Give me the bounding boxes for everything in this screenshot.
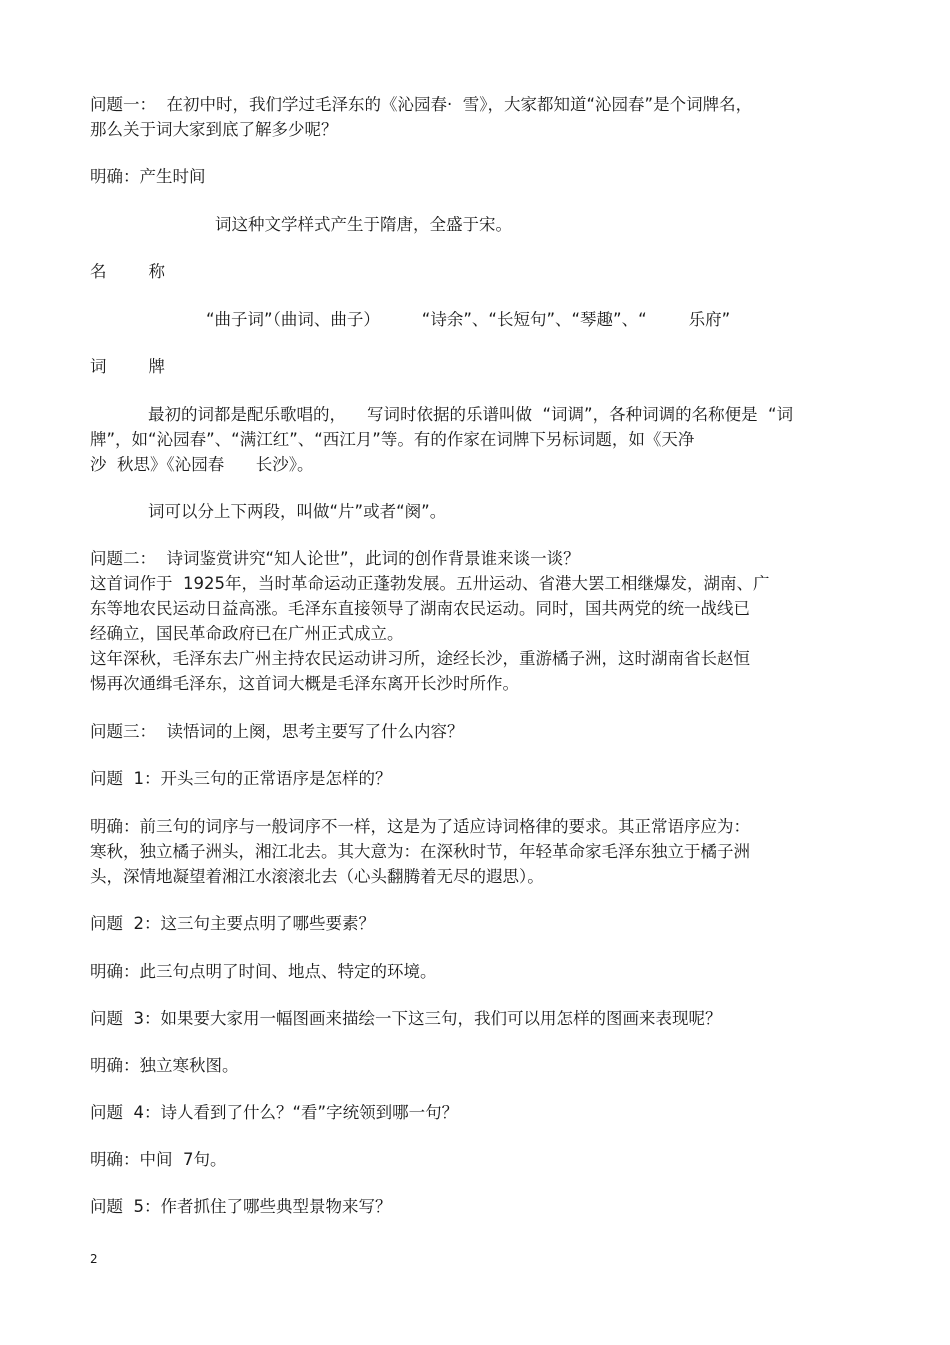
question-two: 问题二： 诗词鉴赏讲究“知人论世”，此词的创作背景谁来谈一谈？ — [90, 549, 580, 568]
clarify-origin-time: 明确：产生时间 — [90, 167, 206, 186]
name-text: “曲子词”（曲词、曲子） “诗余”、“长短句”、“琴趣”、“ 乐府” — [206, 310, 731, 329]
sub-answer-3: 明确：独立寒秋图。 — [90, 1056, 239, 1075]
background-line-4: 这年深秋，毛泽东去广州主持农民运动讲习所，途经长沙，重游橘子洲，这时湖南省长赵恒 — [90, 649, 750, 668]
cipai-paragraph-line-2: 牌”，如“沁园春”、“满江红”、“西江月”等。有的作家在词牌下另标词题，如《天净 — [90, 430, 695, 449]
sub-question-4: 问题 4：诗人看到了什么？“看”字统领到哪一句？ — [90, 1103, 459, 1122]
background-line-1: 这首词作于 1925年，当时革命运动正蓬勃发展。五卅运动、省港大罢工相继爆发，湖南、广 — [90, 574, 770, 593]
que-paragraph: 词可以分上下两段，叫做“片”或者“阕”。 — [148, 502, 447, 521]
sub-answer-1-line-1: 明确：前三句的词序与一般词序不一样，这是为了适应诗词格律的要求。其正常语序应为： — [90, 817, 750, 836]
cipai-paragraph-line-3: 沙 秋思》《沁园春 长沙》。 — [90, 455, 314, 474]
background-line-5: 惕再次通缉毛泽东，这首词大概是毛泽东离开长沙时所作。 — [90, 674, 519, 693]
sub-answer-2: 明确：此三句点明了时间、地点、特定的环境。 — [90, 962, 437, 981]
question-three: 问题三： 读悟词的上阕，思考主要写了什么内容？ — [90, 722, 464, 741]
background-line-2: 东等地农民运动日益高涨。毛泽东直接领导了湖南农民运动。同时，国共两党的统一战线已 — [90, 599, 750, 618]
sub-answer-1-line-3: 头，深情地凝望着湘江水滚滚北去（心头翻腾着无尽的遐思）。 — [90, 867, 544, 886]
name-heading: 名 称 — [90, 262, 165, 281]
origin-time-text: 词这种文学样式产生于隋唐，全盛于宋。 — [215, 215, 512, 234]
question-one-line-1: 问题一： 在初中时，我们学过毛泽东的《沁园春· 雪》，大家都知道“沁园春”是个词牌名， — [90, 95, 753, 114]
sub-question-5: 问题 5：作者抓住了哪些典型景物来写？ — [90, 1197, 392, 1216]
question-one-line-2: 那么关于词大家到底了解多少呢？ — [90, 120, 338, 139]
sub-answer-4: 明确：中间 7句。 — [90, 1150, 227, 1169]
cipai-paragraph-line-1: 最初的词都是配乐歌唱的， 写词时依据的乐谱叫做 “词调”，各种词调的名称便是 “词 — [148, 405, 794, 424]
sub-question-3: 问题 3：如果要大家用一幅图画来描绘一下这三句，我们可以用怎样的图画来表现呢？ — [90, 1009, 722, 1028]
cipai-heading: 词 牌 — [90, 357, 165, 376]
sub-answer-1-line-2: 寒秋，独立橘子洲头，湘江北去。其大意为：在深秋时节，年轻革命家毛泽东独立于橘子洲 — [90, 842, 750, 861]
sub-question-2: 问题 2：这三句主要点明了哪些要素？ — [90, 914, 375, 933]
sub-question-1: 问题 1：开头三句的正常语序是怎样的？ — [90, 769, 392, 788]
page-number: 2 — [90, 1252, 98, 1266]
background-line-3: 经确立，国民革命政府已在广州正式成立。 — [90, 624, 404, 643]
